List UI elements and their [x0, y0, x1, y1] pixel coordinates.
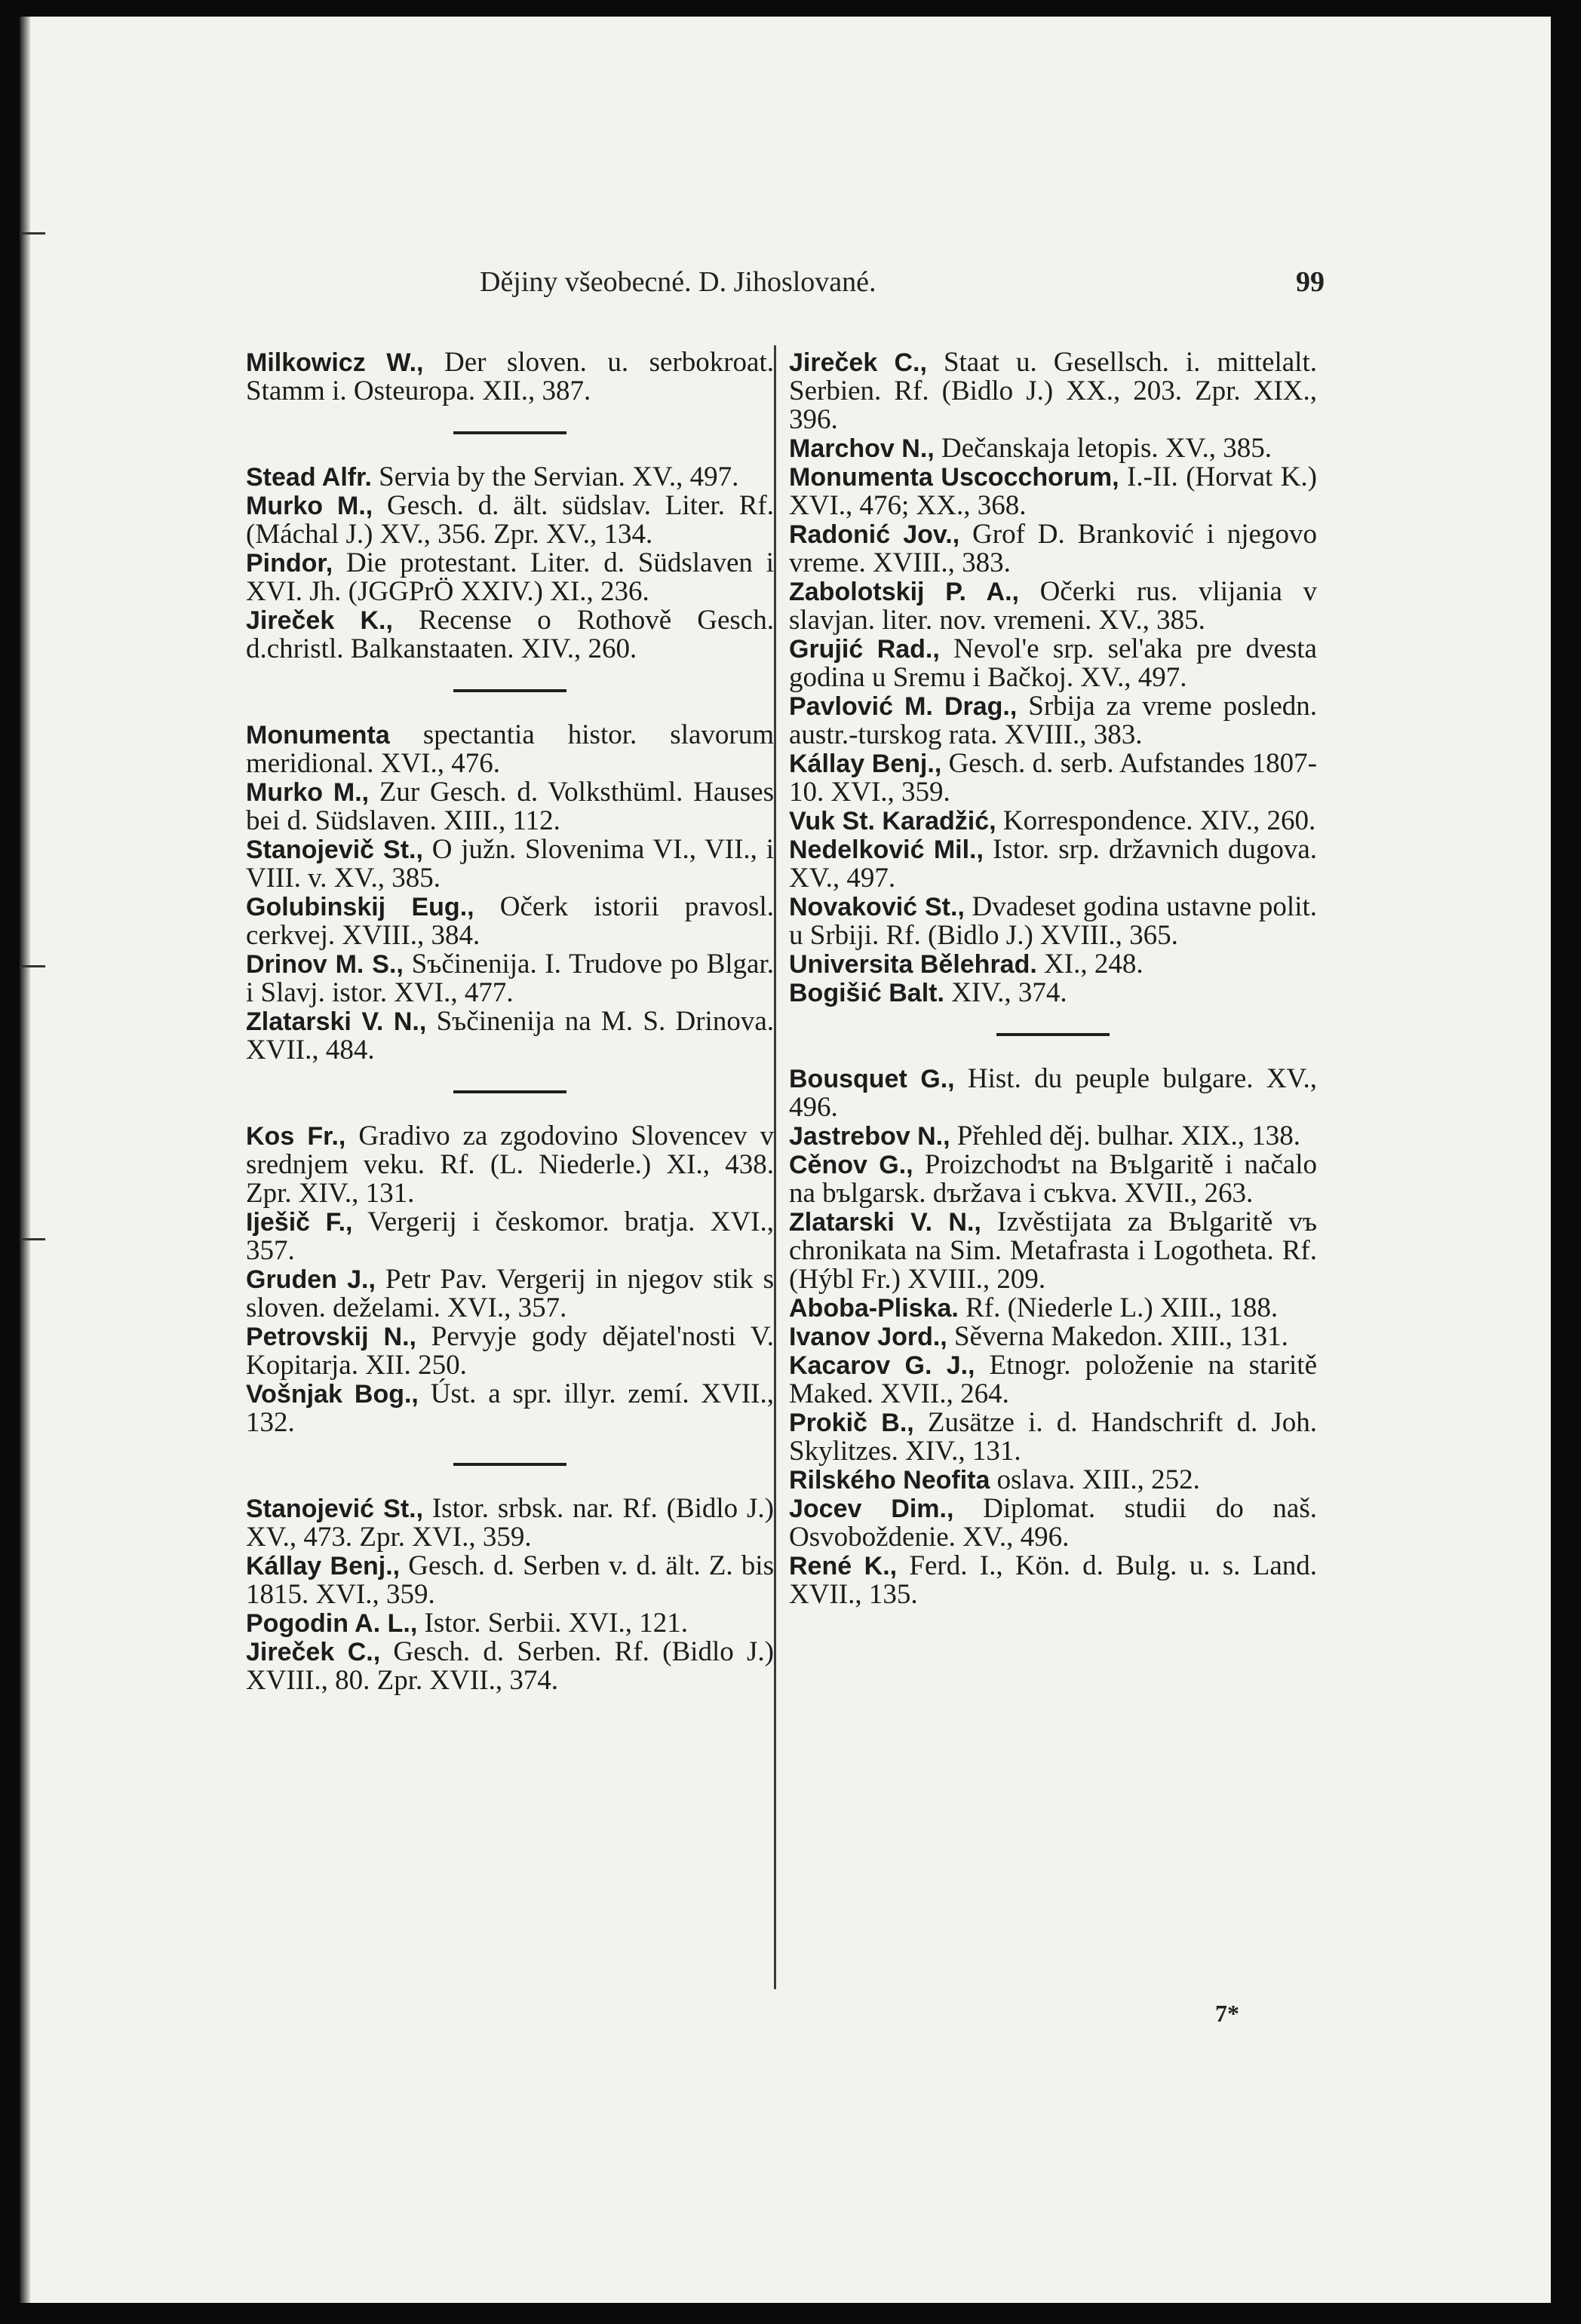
entry-author: Iješič F.,	[246, 1208, 353, 1237]
entry-text: Rf. (Niederle L.) XIII., 188.	[958, 1292, 1279, 1323]
bibliography-entry	[789, 463, 1317, 520]
entry-text: Gesch. d. Serben v. d. ält. Z. bis 1815. XVI., 359.	[246, 1550, 774, 1610]
page-spine-shadow	[20, 17, 30, 2303]
bibliography-entry	[789, 348, 1317, 434]
bibliography-entry	[246, 549, 774, 606]
entry-author: Gruden J.,	[246, 1265, 376, 1294]
entry-text: I.-II. (Horvat K.) XVI., 476; XX., 368.	[789, 461, 1317, 521]
bibliography-entry	[246, 1495, 774, 1552]
entry-author: Zlatarski V. N.,	[789, 1208, 981, 1237]
entry-text: Nevol'e srp. sel'aka pre dvesta godina u Sremu i Bačkoj. XV., 497.	[789, 633, 1317, 693]
entry-author: Vošnjak Bog.,	[246, 1380, 419, 1409]
entry-text: Gradivo za zgodovino Slovencev v srednjem veku. Rf. (L. Niederle.) XI., 438. Zpr. XIV., 131.	[246, 1121, 774, 1209]
entry-author: Jocev Dim.,	[789, 1495, 954, 1523]
entry-author: René K.,	[789, 1552, 898, 1581]
entry-author: Kállay Benj.,	[246, 1552, 401, 1581]
entry-author: Golubinskij Eug.,	[246, 893, 474, 921]
entry-text: Gesch. d. serb. Aufstandes 1807-10. XVI., 359.	[789, 748, 1317, 808]
entry-author: Nedelković Mil.,	[789, 835, 984, 864]
entry-text: Diplomat. studii do naš. Osvoboždenie. XV., 496.	[789, 1493, 1317, 1553]
bibliography-entry	[789, 750, 1317, 807]
bibliography-entry	[789, 520, 1317, 578]
entry-author: Pavlović M. Drag.,	[789, 692, 1018, 721]
bibliography-entry	[789, 1552, 1317, 1609]
bibliography-entry	[246, 1638, 774, 1695]
entry-author: Stead Alfr.	[246, 463, 372, 492]
entry-text: Očerki rus. vlijania v slavjan. liter. nov. vremeni. XV., 385.	[789, 576, 1317, 636]
entry-author: Universita Bělehrad.	[789, 950, 1037, 979]
entry-author: Vuk St. Karadžić,	[789, 807, 996, 835]
bibliography-entry	[246, 1265, 774, 1323]
entry-text: Recense o Rothově Gesch. d.christl. Balkanstaaten. XIV., 260.	[246, 605, 774, 664]
entry-author: Monumenta Uscocchorum,	[789, 463, 1119, 492]
entry-text: Gesch. d. ält. südslav. Liter. Rf. (Máchal J.) XV., 356. Zpr. XV., 134.	[246, 490, 775, 550]
entry-author: Cěnov G.,	[789, 1151, 913, 1179]
entry-author: Petrovskij N.,	[246, 1323, 416, 1351]
entry-text: Gesch. d. Serben. Rf. (Bidlo J.) XVIII., 80. Zpr. XVII., 374.	[246, 1636, 774, 1696]
entry-author: Stanojević St.,	[246, 1495, 424, 1523]
entry-author: Kacarov G. J.,	[789, 1351, 975, 1380]
bibliography-entry	[246, 463, 774, 492]
section-separator	[453, 431, 566, 434]
bibliography-entry	[789, 635, 1317, 692]
entry-text: Sěverna Makedon. XIII., 131.	[947, 1321, 1288, 1352]
entry-text: spectantia histor. slavorum meridional. XVI., 476.	[246, 719, 774, 779]
bibliography-entry	[246, 348, 774, 406]
running-head	[480, 265, 1325, 308]
bibliography-entry	[789, 434, 1317, 463]
bibliography-entry	[246, 1380, 774, 1437]
entry-text: Grof D. Branković i njegovo vreme. XVIII., 383.	[789, 519, 1317, 578]
bibliography-entry	[789, 1151, 1317, 1208]
section-separator	[996, 1033, 1110, 1036]
entry-author: Murko M.,	[246, 492, 373, 520]
entry-text: Etnogr. položenie na staritě Maked. XVII., 264.	[789, 1350, 1317, 1409]
book-page	[20, 17, 1551, 2303]
entry-text: Petr Pav. Vergerij in njegov stik s sloven. deželami. XVI., 357.	[246, 1264, 774, 1323]
binding-tick	[20, 1238, 45, 1240]
entry-author: Milkowicz W.,	[246, 348, 424, 377]
bibliography-entry	[789, 807, 1317, 835]
entry-author: Bogišić Balt.	[789, 979, 944, 1007]
entry-text: O južn. Slovenima VI., VII., i VIII. v. XV., 385.	[246, 834, 775, 894]
bibliography-entry	[789, 1122, 1317, 1151]
running-head-title: Dějiny všeobecné. D. Jihoslované.	[480, 266, 876, 298]
entry-text: Proizchodъt na Bъlgaritě i načalo na bъlgarsk. dъržava i cъkva. XVII., 263.	[789, 1149, 1317, 1209]
entry-text: Korrespondence. XIV., 260.	[996, 805, 1316, 836]
bibliography-entry	[789, 1409, 1317, 1466]
entry-author: Jireček C.,	[789, 348, 927, 377]
bibliography-entry	[246, 721, 774, 778]
column-rule	[774, 345, 776, 1989]
entry-author: Drinov M. S.,	[246, 950, 404, 979]
entry-text: Der sloven. u. serbokroat. Stamm i. Osteuropa. XII., 387.	[246, 347, 775, 406]
entry-text: Sъčinenija. I. Trudove po Blgar. i Slavj. istor. XVI., 477.	[246, 949, 774, 1008]
entry-text: Istor. srbsk. nar. Rf. (Bidlo J.) XV., 473. Zpr. XVI., 359.	[246, 1493, 774, 1553]
entry-author: Radonić Jov.,	[789, 520, 960, 549]
entry-author: Zlatarski V. N.,	[246, 1007, 427, 1036]
bibliography-entry	[789, 835, 1317, 893]
entry-author: Stanojevič St.,	[246, 835, 423, 864]
entry-text: Pervyje gody dějatel'nosti V. Kopitarja. XII. 250.	[246, 1321, 774, 1381]
bibliography-entry	[789, 1323, 1317, 1351]
bibliography-entry	[789, 578, 1317, 635]
entry-author: Kállay Benj.,	[789, 750, 942, 778]
bibliography-entry	[246, 1609, 774, 1638]
bibliography-entry	[246, 1208, 774, 1265]
entry-text: Dvadeset godina ustavne polit. u Srbiji. Rf. (Bidlo J.) XVIII., 365.	[789, 891, 1317, 951]
bibliography-entry	[246, 893, 774, 950]
entry-author: Novaković St.,	[789, 893, 965, 921]
section-separator	[453, 1090, 566, 1093]
entry-author: Pindor,	[246, 549, 333, 578]
entry-text: Ferd. I., Kön. d. Bulg. u. s. Land. XVII., 135.	[789, 1550, 1317, 1610]
entry-author: Prokič B.,	[789, 1409, 914, 1437]
bibliography-entry	[246, 1007, 774, 1065]
binding-tick	[20, 232, 45, 235]
entry-author: Jireček C.,	[246, 1638, 381, 1666]
entry-author: Pogodin A. L.,	[246, 1609, 418, 1638]
entry-text: Servia by the Servian. XV., 497.	[371, 461, 739, 492]
entry-author: Rilského Neofita	[789, 1466, 990, 1495]
bibliography-entry	[246, 1323, 774, 1380]
entry-text: XI., 248.	[1036, 949, 1144, 980]
entry-author: Murko M.,	[246, 778, 370, 807]
entry-text: Zusätze i. d. Handschrift d. Joh. Skylitzes. XIV., 131.	[789, 1407, 1317, 1467]
bibliography-entry	[789, 1208, 1317, 1294]
bibliography-entry	[789, 692, 1317, 750]
entry-author: Jireček K.,	[246, 606, 393, 635]
bibliography-entry	[246, 950, 774, 1007]
right-column	[789, 348, 1317, 1609]
page-number: 99	[1296, 266, 1325, 298]
section-separator	[453, 1463, 566, 1466]
signature-mark: 7*	[1215, 2000, 1239, 2027]
left-column	[246, 348, 774, 1695]
bibliography-entry	[789, 1351, 1317, 1409]
bibliography-entry	[246, 1122, 774, 1208]
bibliography-entry	[789, 1065, 1317, 1122]
entry-author: Marchov N.,	[789, 434, 935, 463]
binding-tick	[20, 965, 45, 967]
bibliography-entry	[789, 950, 1317, 979]
entry-text: XIV., 374.	[944, 977, 1067, 1008]
entry-text: Izvěstijata za Bъlgaritě vъ chronikata na Sim. Metafrasta i Logotheta. Rf. (Hýbl Fr.) XVIII., 209.	[789, 1206, 1317, 1295]
bibliography-entry	[246, 606, 774, 664]
entry-author: Aboba-Pliska.	[789, 1294, 959, 1323]
bibliography-entry	[789, 979, 1317, 1007]
entry-text: Hist. du peuple bulgare. XV., 496.	[789, 1063, 1318, 1123]
entry-text: Die protestant. Liter. d. Südslaven i XVI. Jh. (JGGPrÖ XXIV.) XI., 236.	[246, 547, 774, 607]
entry-text: Staat u. Gesellsch. i. mittelalt. Serbien. Rf. (Bidlo J.) XX., 203. Zpr. XIX., 396.	[789, 347, 1317, 435]
entry-author: Grujić Rad.,	[789, 635, 940, 664]
entry-text: Srbija za vreme posledn. austr.-turskog rata. XVIII., 383.	[789, 691, 1317, 750]
entry-text: oslava. XIII., 252.	[990, 1464, 1200, 1495]
entry-author: Bousquet G.,	[789, 1065, 955, 1093]
entry-text: Dečanskaja letopis. XV., 385.	[934, 433, 1272, 464]
entry-author: Jastrebov N.,	[789, 1122, 950, 1151]
entry-text: Vergerij i českomor. bratja. XVI., 357.	[246, 1206, 774, 1266]
entry-text: Zur Gesch. d. Volksthüml. Hauses bei d. Südslaven. XIII., 112.	[246, 777, 774, 836]
bibliography-entry	[789, 1294, 1317, 1323]
entry-text: Sъčinenija na M. S. Drinova. XVII., 484.	[246, 1006, 774, 1065]
entry-author: Ivanov Jord.,	[789, 1323, 947, 1351]
entry-text: Úst. a spr. illyr. zemí. XVII., 132.	[246, 1378, 775, 1438]
bibliography-entry	[789, 1495, 1317, 1552]
bibliography-entry	[246, 835, 774, 893]
entry-text: Istor. Serbii. XVI., 121.	[417, 1608, 688, 1639]
bibliography-entry	[246, 492, 774, 549]
section-separator	[453, 689, 566, 692]
bibliography-entry	[246, 1552, 774, 1609]
bibliography-entry	[789, 893, 1317, 950]
entry-text: Přehled děj. bulhar. XIX., 138.	[950, 1121, 1301, 1151]
entry-text: Očerk istorii pravosl. cerkvej. XVIII., 384.	[246, 891, 774, 951]
bibliography-entry	[246, 778, 774, 835]
entry-text: Istor. srp. državnich dugova. XV., 497.	[789, 834, 1317, 894]
entry-author: Zabolotskij P. A.,	[789, 578, 1019, 606]
bibliography-entry	[789, 1466, 1317, 1495]
entry-author: Monumenta	[246, 721, 390, 750]
entry-author: Kos Fr.,	[246, 1122, 346, 1151]
